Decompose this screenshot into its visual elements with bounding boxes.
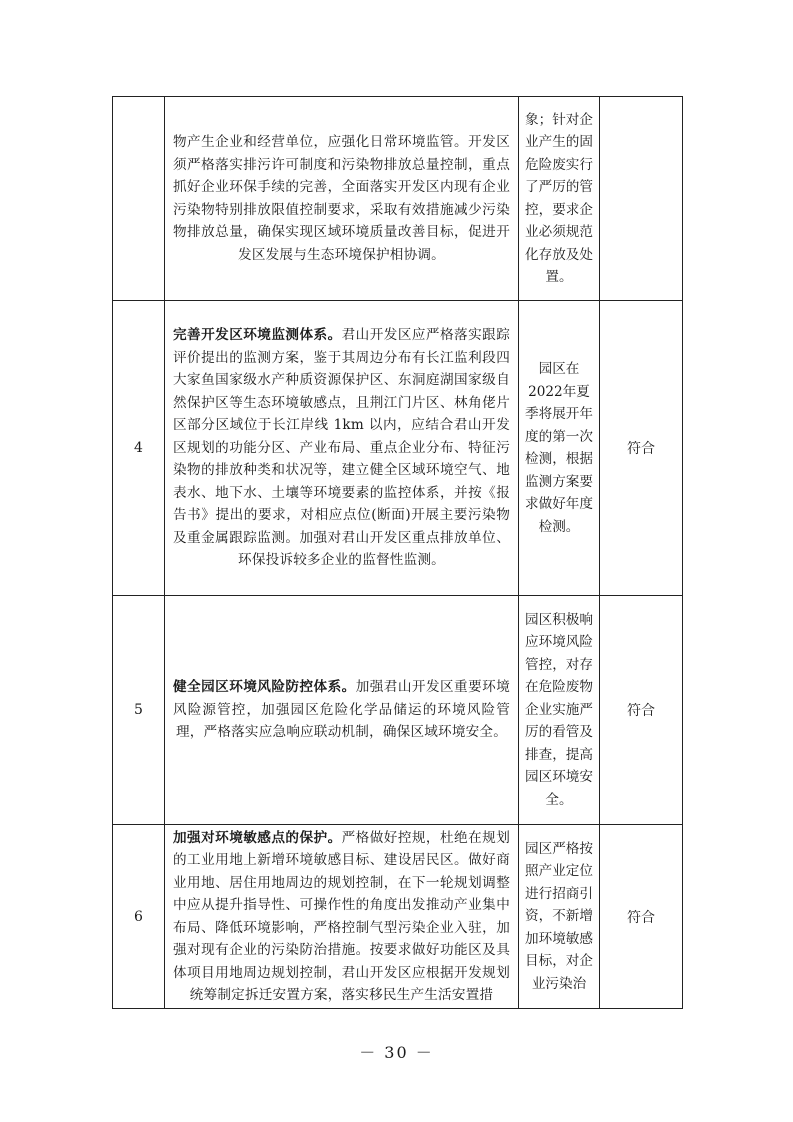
- requirement-cell: [165, 596, 519, 825]
- requirement-text: 君山开发区应严格落实跟踪评价提出的监测方案，鉴于其周边分布有长江监利段四大家鱼国家级水产种质资源保护区、东洞庭湖国家级自然保护区等生态环境敏感点，且荆江门片区、林角佬片区部分区域位于长江岸线 1km 以内，应结合君山开发区规划的功能分区、产业布局、重点企业分布、特征污染物的排放种类和状况等，建立健全区域环境空气、地表水、地下水、土壤等环境要素的监控体系，并按《报告书》提出的要求，对相应点位(断面)开展主要污染物及重金属跟踪监测。加强对君山开发区重点排放单位、环保投诉较多企业的监督性监测。: [173, 327, 510, 569]
- requirement-title: 加强对环境敏感点的保护。: [173, 829, 342, 846]
- requirement-text: 加强君山开发区重要环境风险源管控，加强园区危险化学品储运的环境风险管理，严格落实应急响应联动机制，确保区域环境安全。: [173, 679, 510, 741]
- implementation-cell: 园区积极响应环境风险管控，对存在危险废物企业实施严厉的看管及排查，提高园区环境安全。: [519, 596, 600, 825]
- conclusion-cell: [600, 97, 683, 301]
- row-number: 6: [113, 825, 165, 1009]
- row-number: 5: [113, 596, 165, 825]
- requirement-text: 严格做好控规，杜绝在规划的工业用地上新增环境敏感目标、建设居民区。做好商业用地、居住用地周边的规划控制，在下一轮规划调整中应从提升指导性、可操作性的角度出发推动产业集中布局、降低环境影响，严格控制气型污染企业入驻，加强对现有企业的污染防治措施。按要求做好功能区及具体项目用地周边规划控制，君山开发区应根据开发规划统筹制定拆迁安置方案，落实移民生产生活安置措: [173, 829, 510, 1003]
- requirement-cell: [165, 301, 519, 596]
- implementation-cell: 园区在2022年夏季将展开年度的第一次检测，根据监测方案要求做好年度检测。: [519, 301, 600, 596]
- requirement-title: 健全园区环境风险防控体系。: [173, 679, 356, 696]
- page-number: － 30 －: [359, 1043, 434, 1062]
- implementation-cell: 象；针对企业产生的固危险废实行了严厉的管控，要求企业必须规范化存放及处置。: [519, 97, 600, 301]
- row-number: [113, 97, 165, 301]
- table-row: [113, 301, 683, 596]
- compliance-table: [112, 96, 683, 1009]
- table-row: [113, 596, 683, 825]
- conclusion-cell: 符合: [600, 825, 683, 1009]
- conclusion-cell: 符合: [600, 596, 683, 825]
- conclusion-cell: 符合: [600, 301, 683, 596]
- requirement-cell: [165, 825, 519, 1009]
- requirement-cell: [165, 97, 519, 301]
- row-number: 4: [113, 301, 165, 596]
- requirement-text: 物产生企业和经营单位，应强化日常环境监管。开发区须严格落实排污许可制度和污染物排放总量控制，重点抓好企业环保手续的完善，全面落实开发区内现有企业污染物特别排放限值控制要求，采取有效措施减少污染物排放总量，确保实现区域环境质量改善目标，促进开发区发展与生态环境保护相协调。: [173, 134, 510, 263]
- requirement-title: 完善开发区环境监测体系。: [173, 327, 342, 344]
- implementation-cell: 园区严格按照产业定位进行招商引资，不新增加环境敏感目标，对企业污染治: [519, 825, 600, 1009]
- table-row: [113, 825, 683, 1009]
- table-row: [113, 97, 683, 301]
